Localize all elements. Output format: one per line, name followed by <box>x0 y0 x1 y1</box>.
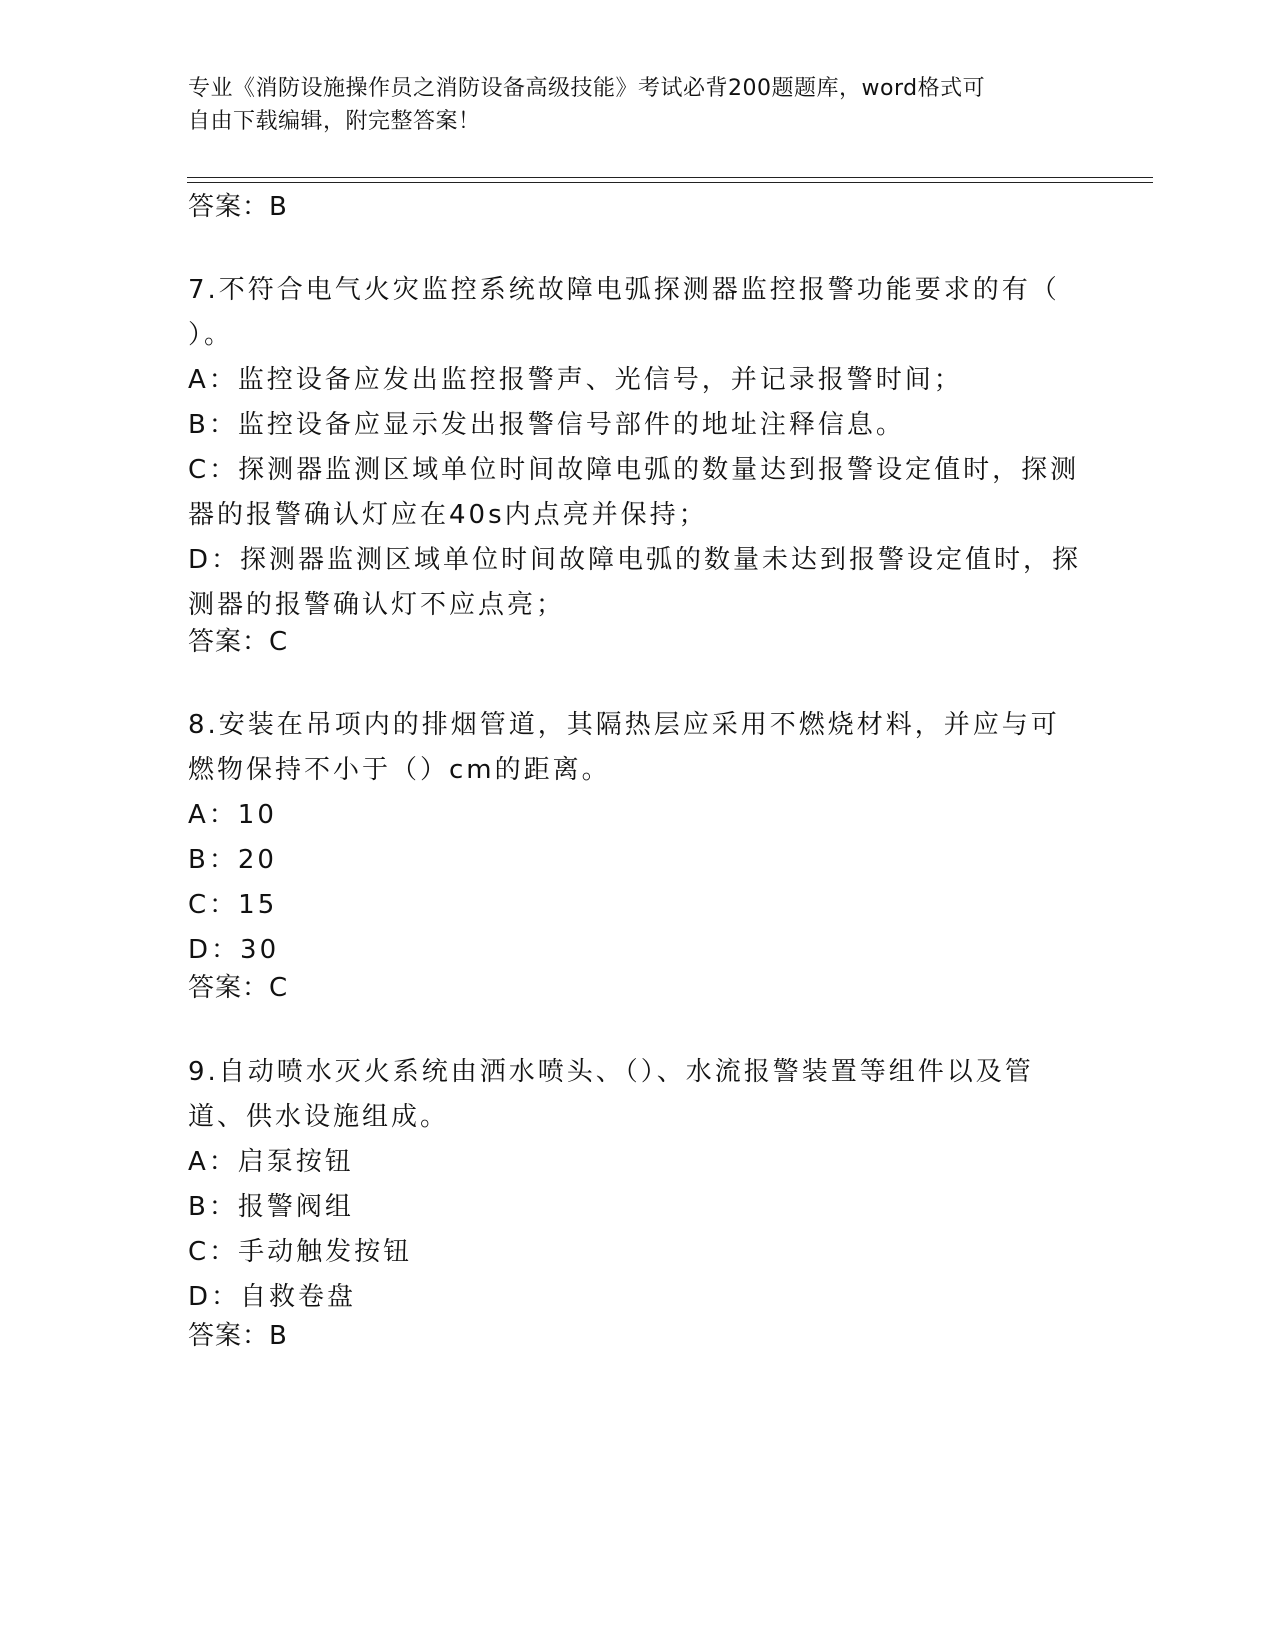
header-line-2: 自由下载编辑，附完整答案！ <box>188 109 481 134</box>
question-7-stem-line-2: ）。 <box>188 320 234 350</box>
question-7-option-d-line-1: D：探测器监测区域单位时间故障电弧的数量未达到报警设定值时，探 <box>188 545 1082 575</box>
question-8-answer: 答案：C <box>188 973 289 1003</box>
question-7-option-c-line-2: 器的报警确认灯应在40s内点亮并保持； <box>188 500 708 530</box>
question-9-stem-line-2: 道、供水设施组成。 <box>188 1102 450 1132</box>
question-9-stem-line-1: 9.自动喷水灭火系统由洒水喷头、（）、水流报警装置等组件以及管 <box>188 1057 1034 1087</box>
question-8-option-d: D：30 <box>188 935 280 965</box>
question-8-stem-line-1: 8.安装在吊项内的排烟管道，其隔热层应采用不燃烧材料，并应与可 <box>188 710 1060 740</box>
question-7-option-a: A：监控设备应发出监控报警声、光信号，并记录报警时间； <box>188 365 963 395</box>
question-8 <box>188 703 1088 973</box>
question-7-stem-line-1: 7.不符合电气火灾监控系统故障电弧探测器监控报警功能要求的有（ <box>188 275 1060 305</box>
previous-answer: 答案：B <box>188 192 288 222</box>
question-9-option-b: B：报警阀组 <box>188 1192 354 1222</box>
question-9 <box>188 1050 1088 1320</box>
question-7-answer: 答案：C <box>188 627 289 657</box>
question-8-option-c: C：15 <box>188 890 278 920</box>
question-8-stem-line-2: 燃物保持不小于（）cm的距离。 <box>188 755 611 785</box>
question-9-option-c: C：手动触发按钮 <box>188 1237 413 1267</box>
header-rule-top <box>187 177 1153 178</box>
question-8-option-b: B：20 <box>188 845 277 875</box>
question-9-answer: 答案：B <box>188 1321 288 1351</box>
header-line-1: 专业《消防设施操作员之消防设备高级技能》考试必背200题题库，word格式可 <box>188 76 986 101</box>
question-7 <box>188 268 1088 628</box>
question-7-option-c-line-1: C：探测器监测区域单位时间故障电弧的数量达到报警设定值时，探测 <box>188 455 1080 485</box>
page-header <box>188 72 1068 138</box>
question-8-option-a: A：10 <box>188 800 277 830</box>
question-9-option-d: D：自救卷盘 <box>188 1282 357 1312</box>
question-9-option-a: A：启泵按钮 <box>188 1147 354 1177</box>
header-rule-bottom <box>187 182 1153 183</box>
question-7-option-d-line-2: 测器的报警确认灯不应点亮； <box>188 590 566 620</box>
question-7-option-b: B：监控设备应显示发出报警信号部件的地址注释信息。 <box>188 410 905 440</box>
